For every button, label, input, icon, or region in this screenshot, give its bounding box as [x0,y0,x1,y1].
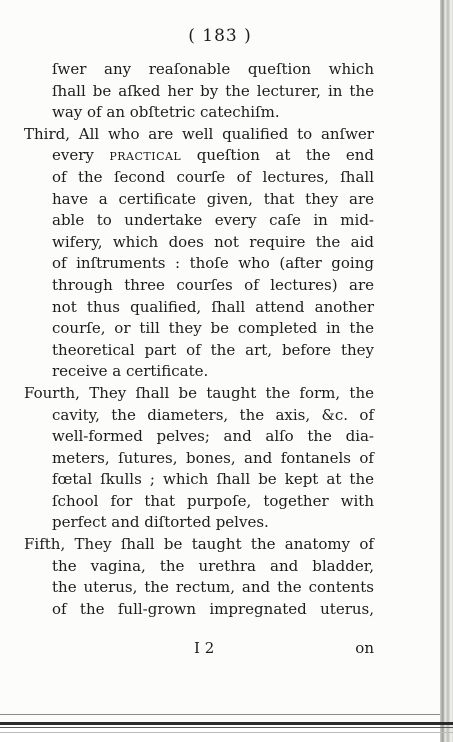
body-text [24,59,374,620]
page-footer [52,639,374,661]
page-edge-right [440,0,453,742]
text-line: ſchool for that purpoſe, together with [52,491,374,510]
text-line: perfect and diſtorted pelves. [52,513,269,532]
signature-mark: I 2 [194,639,215,657]
text-line: through three courſes of lectures) are [52,275,374,294]
page-number: ( 183 ) [188,26,252,46]
text-line [24,383,374,405]
text-line: ſwer any reaſonable queſtion which [52,60,374,78]
text-line: fœtal ſkulls ; which ſhall be kept at the [52,470,374,489]
text-line [52,145,374,167]
text-line: meters, ſutures, bones, and fontanels of [52,448,374,467]
text-line: the vagina, the urethra and bladder, [52,556,374,575]
clause-label: Fourth, [24,383,80,402]
text-line: not thus qualified, ſhall attend another [52,297,374,316]
text-line [24,124,374,146]
text-line: wifery, which does not require the aid [52,232,374,251]
small-caps-word: practical [109,146,182,165]
page-edge-bottom [0,710,453,742]
clause-text: They ſhall be taught the anatomy of [74,535,374,554]
text-line [24,534,374,556]
clause-label: Fifth, [24,535,66,554]
text-line: ſhall be aſked her by the lecturer, in the [52,81,374,100]
text-line: of the full-grown impregnated uterus, [52,599,374,618]
catchword: on [355,639,374,657]
text-line: of inſtruments : thoſe who (after going [52,254,374,273]
text-line: have a certificate given, that they are [52,189,374,208]
text-line: theoretical part of the art, before they [52,340,374,359]
text-line: way of an obſtetric catechiſm. [52,103,280,122]
text-line: well-formed pelves; and alſo the dia- [52,427,374,446]
text-line: the uterus, the rectum, and the contents [52,578,374,597]
text-line: courſe, or till they be completed in the [52,319,374,338]
text-line: receive a certificate. [52,362,209,381]
text-line: cavity, the diameters, the axis, &c. of [52,405,374,424]
clause-label: Third, [24,124,71,143]
line-prefix: every [52,146,94,165]
clause-text: All who are well qualified to anſwer [78,124,374,143]
line-rest: queſtion at the end [196,146,374,165]
text-line: of the ſecond courſe of lectures, ſhall [52,167,374,186]
text-line: able to undertake every caſe in mid- [52,211,374,230]
clause-text: They ſhall be taught the form, the [89,383,374,402]
